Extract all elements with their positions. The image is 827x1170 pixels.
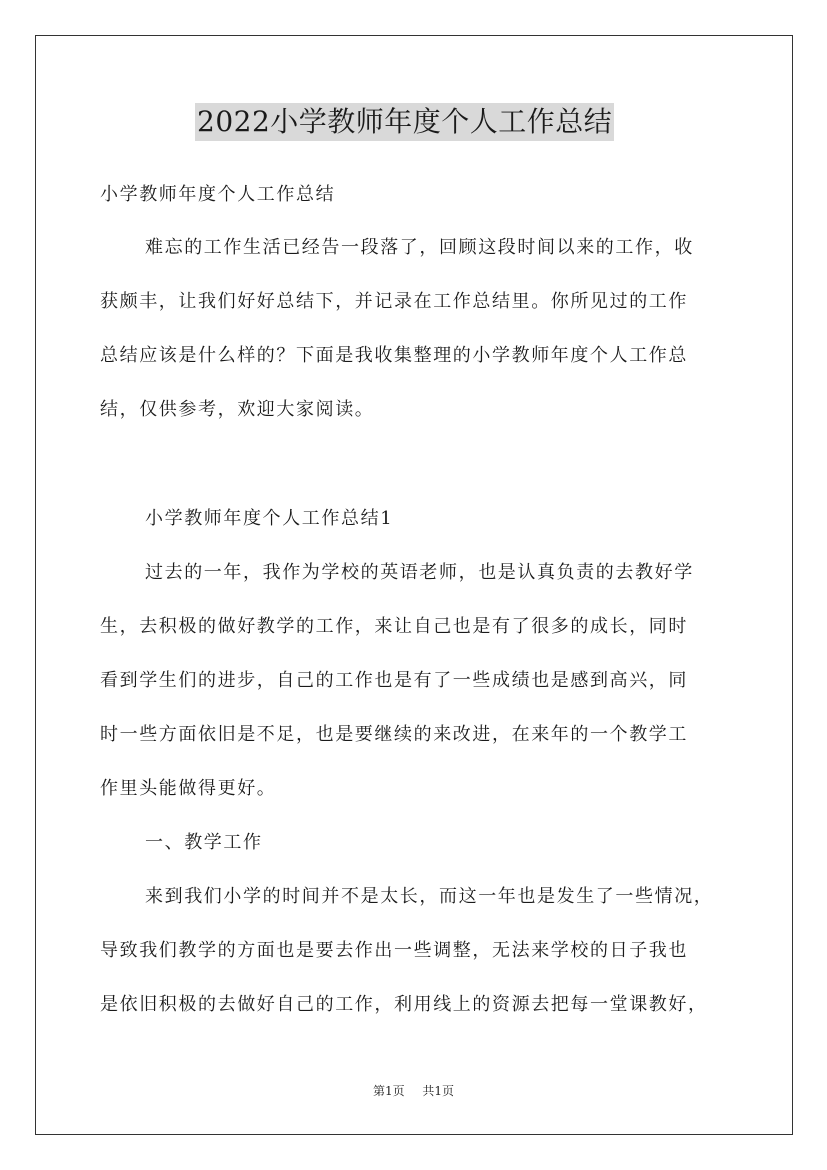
paragraph-line: 来到我们小学的时间并不是太长，而这一年也是发生了一些情况， — [145, 886, 714, 907]
document-title: 2022小学教师年度个人工作总结 — [195, 103, 614, 141]
page-footer — [0, 1083, 827, 1099]
page-number: 第1页 — [373, 1084, 405, 1098]
paragraph-line: 获颇丰，让我们好好总结下，并记录在工作总结里。你所见过的工作 — [100, 291, 688, 312]
paragraph-line: 是依旧积极的去做好自己的工作，利用线上的资源去把每一堂课教好， — [100, 994, 708, 1015]
paragraph-line: 过去的一年，我作为学校的英语老师，也是认真负责的去教好学 — [145, 562, 694, 583]
paragraph-line: 导致我们教学的方面也是要去作出一些调整，无法来学校的日子我也 — [100, 940, 688, 961]
paragraph-line: 总结应该是什么样的？下面是我收集整理的小学教师年度个人工作总 — [100, 345, 688, 366]
paragraph-line: 生，去积极的做好教学的工作，来让自己也是有了很多的成长，同时 — [100, 616, 688, 637]
page-total: 共1页 — [422, 1084, 454, 1098]
paragraph-line: 时一些方面依旧是不足，也是要继续的来改进，在来年的一个教学工 — [100, 724, 688, 745]
document-subtitle: 小学教师年度个人工作总结 — [100, 184, 336, 205]
subsection-heading: 一、教学工作 — [145, 832, 263, 853]
paragraph-line: 看到学生们的进步，自己的工作也是有了一些成绩也是感到高兴，同 — [100, 670, 688, 691]
section-heading: 小学教师年度个人工作总结1 — [145, 508, 394, 529]
paragraph-line: 结，仅供参考，欢迎大家阅读。 — [100, 399, 375, 420]
paragraph-line: 作里头能做得更好。 — [100, 778, 277, 799]
paragraph-line: 难忘的工作生活已经告一段落了，回顾这段时间以来的工作，收 — [145, 237, 694, 258]
